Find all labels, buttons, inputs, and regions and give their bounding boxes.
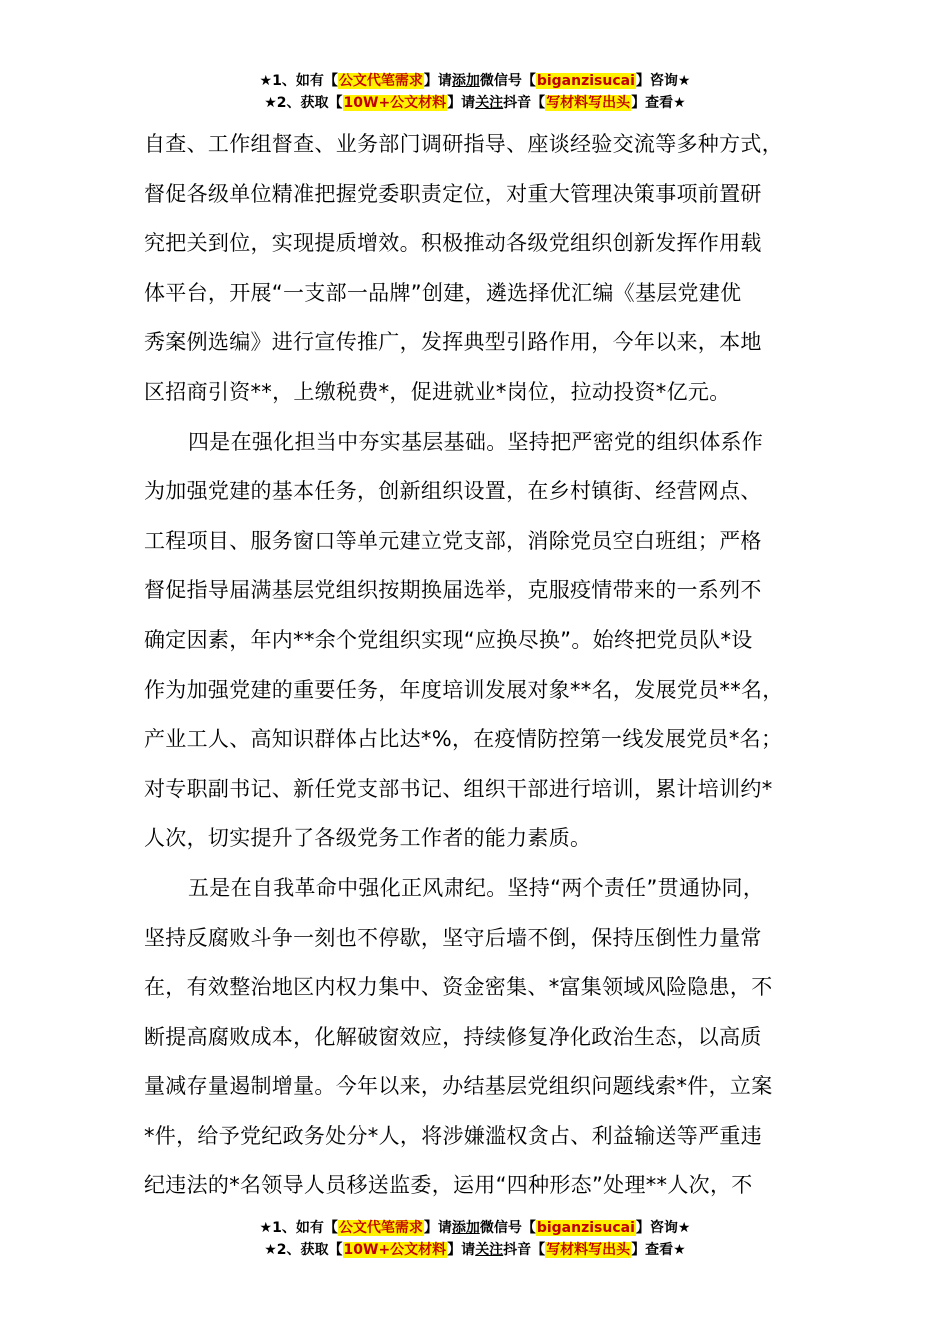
document-body: [144, 120, 844, 1211]
highlight-wechat-id: biganzisucai: [536, 73, 635, 89]
banner-text: 】咨询★: [635, 73, 691, 89]
banner-text: ★1、如有【: [259, 1220, 338, 1236]
text-line: 体平台，开展“一支部一品牌”创建，遴选择优汇编《基层党建优: [144, 280, 742, 305]
underlined-word: 关注: [475, 1242, 504, 1258]
text-line: 究把关到位，实现提质增效。积极推动各级党组织创新发挥作用载: [144, 231, 762, 256]
footer-banner: [0, 1217, 950, 1261]
banner-line-2: [0, 92, 950, 114]
text-line: 人次，切实提升了各级党务工作者的能力素质。: [144, 826, 592, 851]
highlight-wechat-id: biganzisucai: [536, 1220, 635, 1236]
text-line: 产业工人、高知识群体占比达*%，在疫情防控第一线发展党员*名；: [144, 727, 783, 752]
banner-text: 】咨询★: [635, 1220, 691, 1236]
header-banner: [0, 70, 950, 114]
banner-text: 微信号【: [479, 1220, 536, 1236]
text-line: 断提高腐败成本，化解破窗效应，持续修复净化政治生态，以高质: [144, 1024, 762, 1049]
underlined-word: 关注: [475, 95, 504, 111]
banner-text: 抖音【: [503, 95, 546, 111]
paragraph-start-line: 四是在强化担当中夯实基层基础。坚持把严密党的组织体系作: [188, 429, 764, 454]
text-line: 在，有效整治地区内权力集中、资金密集、*富集领域风险隐患，不: [144, 975, 773, 1000]
banner-line-1: [0, 1217, 950, 1239]
banner-line-1: [0, 70, 950, 92]
highlight-service: 公文代笔需求: [338, 73, 423, 89]
banner-text: 】请: [447, 95, 476, 111]
banner-text: 】查看★: [631, 1242, 686, 1258]
banner-text: 】请: [423, 73, 452, 89]
text-line: 工程项目、服务窗口等单元建立党支部，消除党员空白班组；严格: [144, 528, 762, 553]
highlight-service: 公文代笔需求: [338, 1220, 423, 1236]
highlight-materials: 10W+公文材料: [343, 95, 447, 111]
banner-text: 】请: [423, 1220, 452, 1236]
banner-text: 抖音【: [503, 1242, 546, 1258]
highlight-materials: 10W+公文材料: [343, 1242, 447, 1258]
highlight-douyin-account: 写材料写出头: [546, 1242, 631, 1258]
text-line: 督促指导届满基层党组织按期换届选举，克服疫情带来的一系列不: [144, 578, 762, 603]
text-line: 作为加强党建的重要任务，年度培训发展对象**名，发展党员**名，: [144, 677, 784, 702]
highlight-douyin-account: 写材料写出头: [546, 95, 631, 111]
text-line: 督促各级单位精准把握党委职责定位，对重大管理决策事项前置研: [144, 181, 762, 206]
text-line: *件，给予党纪政务处分*人，将涉嫌滥权贪占、利益输送等严重违: [144, 1123, 762, 1148]
text-line: 量减存量遏制增量。今年以来，办结基层党组织问题线索*件，立案: [144, 1074, 773, 1099]
text-line: 区招商引资**，上缴税费*，促进就业*岗位，拉动投资*亿元。: [144, 379, 731, 404]
text-line: 自查、工作组督查、业务部门调研指导、座谈经验交流等多种方式，: [144, 132, 783, 156]
text-line: 为加强党建的基本任务，创新组织设置，在乡村镇街、经营网点、: [144, 479, 762, 504]
banner-text: ★2、获取【: [264, 95, 343, 111]
text-line: 对专职副书记、新任党支部书记、组织干部进行培训，累计培训约*: [144, 776, 773, 801]
banner-line-2: [0, 1239, 950, 1261]
underlined-word: 添加: [451, 1220, 480, 1236]
banner-text: 】查看★: [631, 95, 686, 111]
underlined-word: 添加: [451, 73, 480, 89]
text-line: 确定因素，年内**余个党组织实现“应换尽换”。始终把党员队*设: [144, 627, 753, 652]
text-line: 纪违法的*名领导人员移送监委，运用“四种形态”处理**人次，不: [144, 1173, 753, 1198]
banner-text: ★1、如有【: [259, 73, 338, 89]
banner-text: 微信号【: [479, 73, 536, 89]
text-line: 坚持反腐败斗争一刻也不停歇，坚守后墙不倒，保持压倒性力量常: [144, 925, 762, 950]
banner-text: ★2、获取【: [264, 1242, 343, 1258]
banner-text: 】请: [447, 1242, 476, 1258]
text-line: 秀案例选编》进行宣传推广，发挥典型引路作用，今年以来，本地: [144, 330, 762, 355]
paragraph-start-line: 五是在自我革命中强化正风肃纪。坚持“两个责任”贯通协同，: [188, 875, 765, 900]
